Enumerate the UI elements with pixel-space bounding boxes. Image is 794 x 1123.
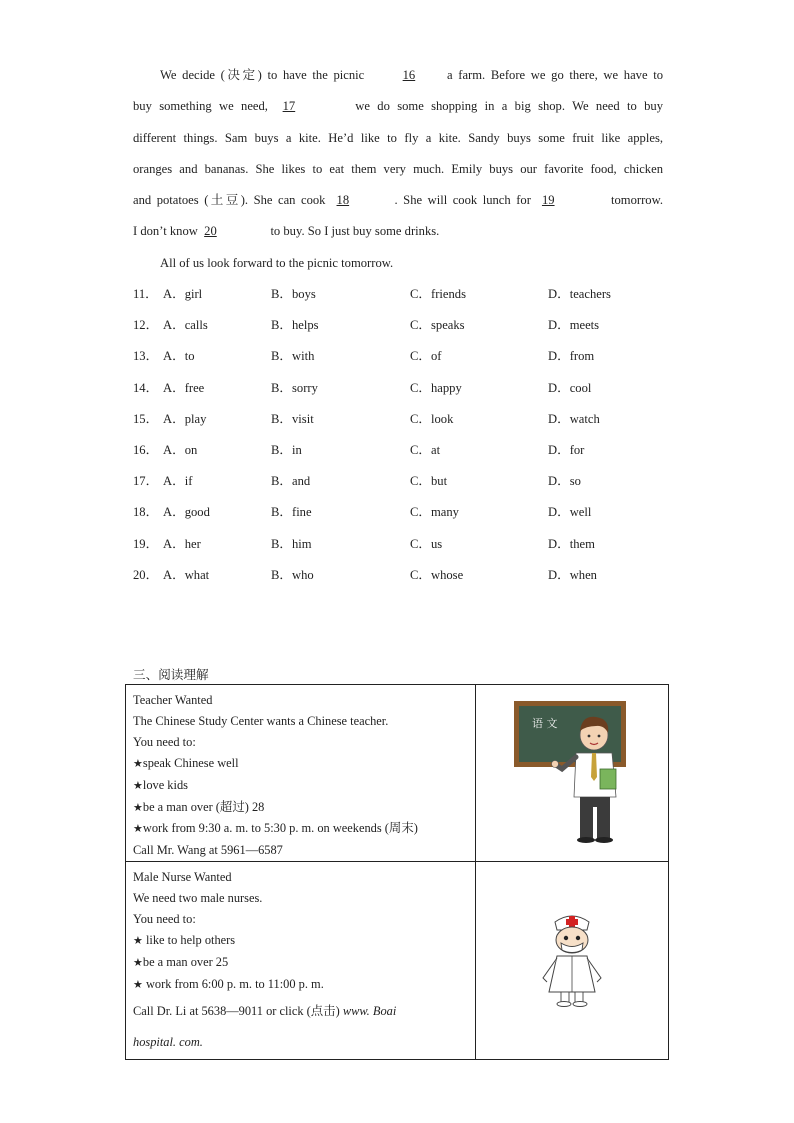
question-row: 19． A．her B．him C．us D．them [133,530,673,561]
ad-title: Teacher Wanted [133,693,213,707]
option-a[interactable]: A．to [163,349,195,364]
passage-line-5: and potatoes (土豆). She can cook 18 . She will cook lunch for 19 tomorrow. [133,185,663,216]
option-b[interactable]: B．with [271,349,315,364]
ad-website: hospital. com. [133,1034,203,1049]
ads-table [125,684,669,1060]
blank-20: 20 [204,224,217,239]
option-d[interactable]: D．so [548,474,581,489]
option-c[interactable]: C．of [410,349,442,364]
ad-nurse-text: Male Nurse Wanted We need two male nurses. You need to: ★ like to help others ★be a man over 25 ★ work from 6:00 p. m. to 11:00 p. m. Call Dr. Li at 5638—9011 or click (点击) www. Boai hospital. com. [126,862,476,1060]
option-a[interactable]: A．if [163,474,193,489]
question-row: 15． A．play B．visit C．look D．watch [133,405,673,436]
blank-19: 19 [541,193,555,208]
option-c[interactable]: C．friends [410,287,466,301]
option-d[interactable]: D．teachers [548,287,611,301]
question-row: 11． A．girl B．boys C．friends D．teachers [133,280,673,311]
option-c[interactable]: C．whose [410,567,464,582]
option-c[interactable]: C．at [410,442,441,457]
star-icon: ★ [133,800,143,814]
teacher-leg [580,805,593,839]
nurse-illustration [537,910,607,1008]
option-c[interactable]: C．us [410,536,443,551]
question-row: 18． A．good B．fine C．many D．well [133,498,673,529]
ad-title: Male Nurse Wanted [133,870,232,885]
ad-teacher [126,685,669,862]
question-row: 17． A．if B．and C．but D．so [133,467,673,498]
option-c[interactable]: C．but [410,474,448,489]
star-icon: ★ [133,933,143,947]
star-icon: ★ [133,977,143,991]
option-d[interactable]: D．well [548,505,592,520]
option-b[interactable]: B．who [271,567,314,582]
option-d[interactable]: D．watch [548,411,600,426]
section-title: 三、阅读理解 [133,667,209,682]
option-b[interactable]: B．sorry [271,380,318,395]
ad-teacher-text: Teacher Wanted The Chinese Study Center wants a Chinese teacher. You need to: ★speak Chinese well ★love kids ★be a man over (超过) 28 ★work from 9:30 a. m. to 5:30 p. m. on weekends (周末) Call Mr. Wang at 5961—6587 [126,685,476,862]
option-d[interactable]: D．them [548,536,595,551]
passage-line-3: different things. Sam buys a kite. He’d like to fly a kite. Sandy buys some fruit like apples, [133,130,663,145]
option-d[interactable]: D．when [548,567,597,582]
blank-16: 16 [402,68,416,82]
question-row: 14． A．free B．sorry C．happy D．cool [133,374,673,405]
option-b[interactable]: B．in [271,442,302,457]
ad-nurse-picture [476,862,669,1060]
option-b[interactable]: B．visit [271,411,314,426]
option-b[interactable]: B．boys [271,287,316,301]
option-a[interactable]: A．what [163,567,210,582]
option-b[interactable]: B．helps [271,318,319,333]
blank-17: 17 [282,99,296,114]
option-a[interactable]: A．on [163,442,198,457]
option-c[interactable]: C．look [410,411,454,426]
star-icon: ★ [133,756,143,770]
option-a[interactable]: A．free [163,380,205,395]
ad-nurse [126,862,669,1060]
blank-18: 18 [336,193,350,208]
passage-line-6: I don’t know 20 to buy. So I just buy some drinks. [133,216,663,247]
star-icon: ★ [133,822,143,836]
red-cross-icon [566,919,578,925]
option-b[interactable]: B．and [271,474,311,489]
ad-contact: Call Mr. Wang at 5961—6587 [133,843,283,858]
option-d[interactable]: D．from [548,349,595,364]
option-a[interactable]: A．girl [163,287,203,301]
ad-contact: Call Dr. Li at 5638—9011 or click (点击) www. Boai [133,1003,397,1018]
option-a[interactable]: A．calls [163,318,208,333]
question-options [133,280,673,592]
question-row: 20． A．what B．who C．whose D．when [133,561,673,592]
question-row: 13． A．to B．with C．of D．from [133,342,673,373]
teacher-illustration [512,699,632,843]
board-text: 语 文 [532,717,558,731]
passage-line-4: oranges and bananas. She likes to eat them very much. Emily buys our favorite food, chicken [133,161,663,176]
teacher-leg [597,805,610,839]
teacher-tie [591,753,597,781]
option-a[interactable]: A．good [163,505,210,520]
question-row: 12． A．calls B．helps C．speaks D．meets [133,311,673,342]
star-icon: ★ [133,778,143,792]
option-c[interactable]: C．happy [410,380,462,395]
passage-paragraph-2: All of us look forward to the picnic tomorrow. [160,255,394,270]
book-icon [600,769,616,789]
option-a[interactable]: A．play [163,411,207,426]
option-a[interactable]: A．her [163,536,201,551]
passage-line-1: We decide (决定) to have the picnic 16 a farm. Before we go there, we have to [133,60,663,91]
ad-teacher-picture [476,685,669,862]
option-b[interactable]: B．him [271,536,312,551]
star-icon: ★ [133,955,143,969]
question-row: 16． A．on B．in C．at D．for [133,436,673,467]
option-c[interactable]: C．many [410,505,459,520]
passage-line-2: buy something we need, 17 we do some shopping in a big shop. We need to buy [133,91,663,122]
option-d[interactable]: D．cool [548,380,592,395]
option-d[interactable]: D．meets [548,318,600,333]
option-c[interactable]: C．speaks [410,318,465,333]
option-b[interactable]: B．fine [271,505,312,520]
passage [133,60,663,279]
option-d[interactable]: D．for [548,442,585,457]
